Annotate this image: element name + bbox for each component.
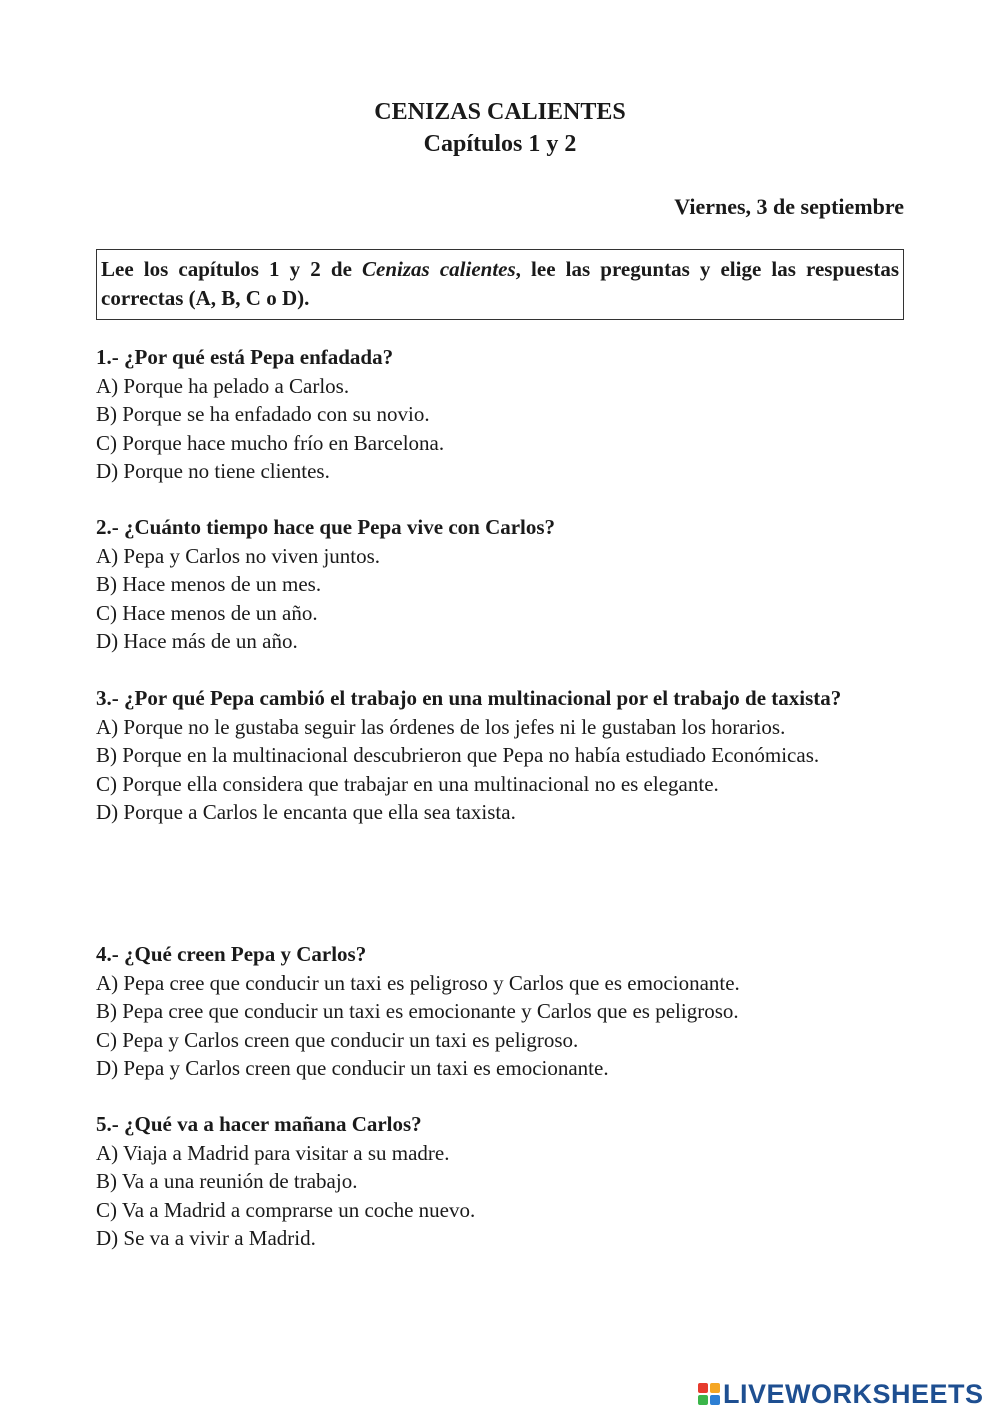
logo-square-green [698,1395,708,1405]
answer-option-d[interactable]: D) Se va a vivir a Madrid. [96,1226,316,1250]
logo-square-orange [710,1383,720,1393]
question-text: 5.- ¿Qué va a hacer mañana Carlos? [96,1112,422,1136]
worksheet-date: Viernes, 3 de septiembre [674,194,904,219]
answer-option-a[interactable]: A) Pepa cree que conducir un taxi es peligroso y Carlos que es emocionante. [96,970,740,995]
question-text: 2.- ¿Cuánto tiempo hace que Pepa vive con Carlos? [96,515,556,539]
question-text: 4.- ¿Qué creen Pepa y Carlos? [96,942,367,966]
answer-option-a[interactable]: A) Porque no le gustaba seguir las órdenes de los jefes ni le gustaban los horarios. [96,714,786,739]
answer-option-b[interactable]: B) Porque se ha enfadado con su novio. [96,402,430,426]
question-text: 1.- ¿Por qué está Pepa enfadada? [96,345,394,369]
answer-option-d[interactable]: D) Porque a Carlos le encanta que ella sea taxista. [96,800,516,824]
answer-option-c[interactable]: C) Va a Madrid a comprarse un coche nuevo. [96,1197,476,1222]
answer-option-a[interactable]: A) Porque ha pelado a Carlos. [96,373,350,398]
answer-option-b[interactable]: B) Hace menos de un mes. [96,572,322,596]
answer-option-d[interactable]: D) Pepa y Carlos creen que conducir un taxi es emocionante. [96,1056,609,1080]
instructions-text-end: , lee las preguntas y elige las respuestas correctas (A, B, C o D). [101,257,899,310]
instructions-book-title: Cenizas calientes [362,257,516,281]
liveworksheets-logo-icon [698,1383,720,1405]
answer-option-b[interactable]: B) Pepa cree que conducir un taxi es emocionante y Carlos que es peligroso. [96,999,739,1023]
question-2 [96,513,904,656]
logo-square-red [698,1383,708,1393]
worksheet-subtitle: Capítulos 1 y 2 [423,131,577,157]
answer-option-b[interactable]: B) Porque en la multinacional descubrieron que Pepa no había estudiado Económicas. [96,743,820,767]
liveworksheets-watermark [698,1379,984,1409]
instructions-box [96,249,904,320]
question-3 [96,684,904,827]
answer-option-c[interactable]: C) Porque ella considera que trabajar en una multinacional no es elegante. [96,771,719,796]
logo-square-blue [710,1395,720,1405]
answer-option-c[interactable]: C) Hace menos de un año. [96,600,318,625]
answer-option-b[interactable]: B) Va a una reunión de trabajo. [96,1169,358,1193]
liveworksheets-brand-text: LIVEWORKSHEETS [723,1379,984,1409]
answer-option-a[interactable]: A) Pepa y Carlos no viven juntos. [96,543,381,568]
instructions-text-start: Lee los capítulos 1 y 2 de [101,257,363,281]
answer-option-d[interactable]: D) Porque no tiene clientes. [96,459,330,483]
answer-option-c[interactable]: C) Pepa y Carlos creen que conducir un taxi es peligroso. [96,1027,579,1052]
worksheet-title: CENIZAS CALIENTES [374,99,626,125]
question-text: 3.- ¿Por qué Pepa cambió el trabajo en una multinacional por el trabajo de taxista? [96,686,842,710]
question-1 [96,343,904,486]
answer-option-c[interactable]: C) Porque hace mucho frío en Barcelona. [96,430,445,455]
question-5 [96,1110,904,1253]
answer-option-a[interactable]: A) Viaja a Madrid para visitar a su madre. [96,1140,450,1165]
answer-option-d[interactable]: D) Hace más de un año. [96,629,298,653]
question-4 [96,940,904,1083]
